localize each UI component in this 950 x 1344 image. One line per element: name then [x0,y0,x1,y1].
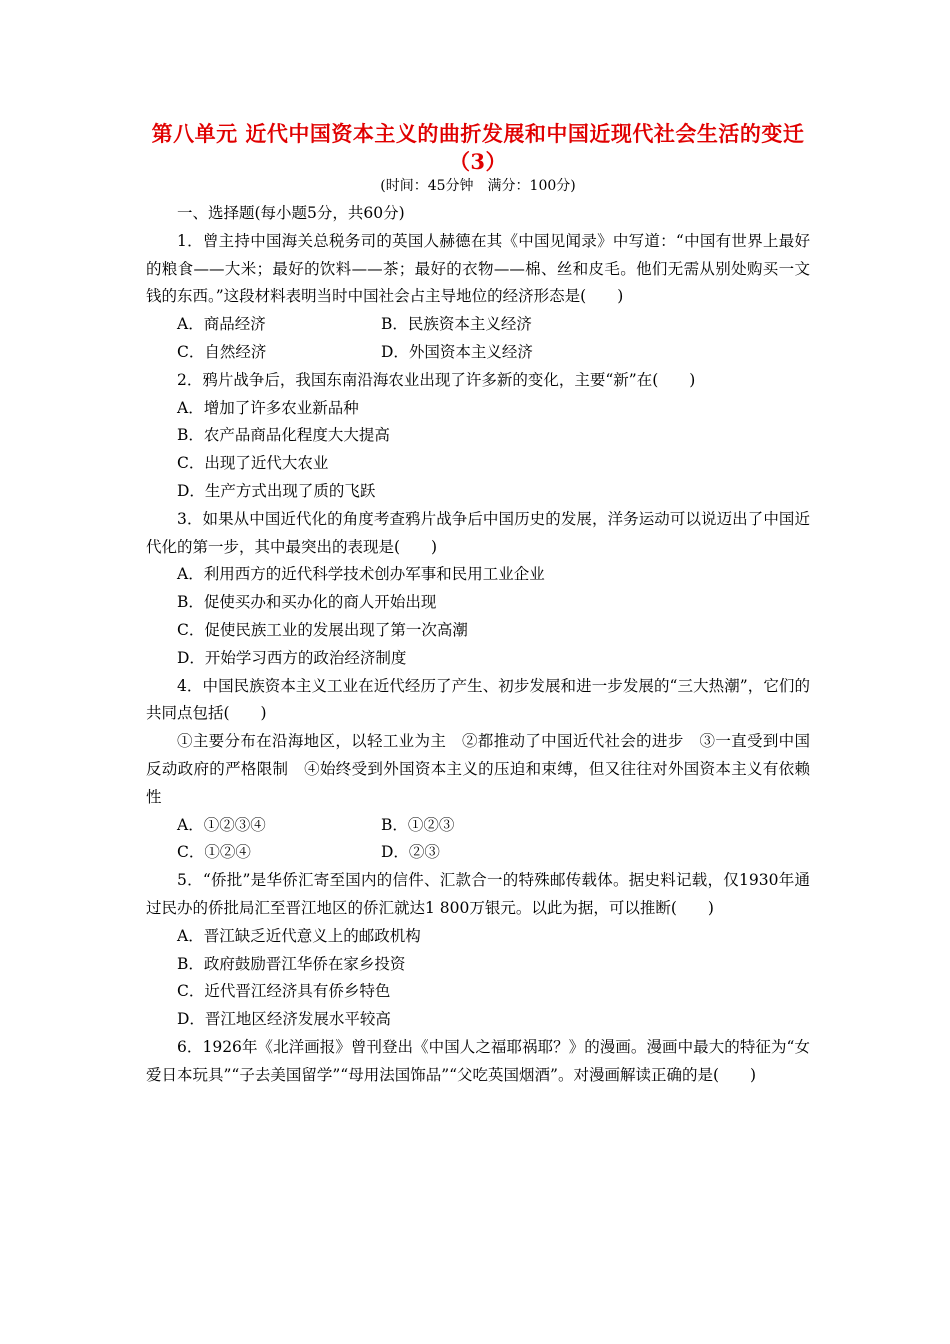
option-c[interactable]: C．自然经济 [177,342,267,361]
option-a[interactable]: A．增加了许多农业新品种 [177,398,359,417]
question-3 [146,506,810,673]
option-d[interactable]: D．晋江地区经济发展水平较高 [177,1010,391,1029]
option-d[interactable]: D．开始学习西方的政治经济制度 [177,648,407,667]
question-6 [146,1034,810,1090]
option-c[interactable]: C．近代晋江经济具有侨乡特色 [177,982,391,1001]
option-b[interactable]: B．政府鼓励晋江华侨在家乡投资 [177,954,406,973]
option-a[interactable]: A．①②③④ [177,815,266,834]
question-stem: 2．鸦片战争后，我国东南沿海农业出现了许多新的变化，主要“新”在( ) [177,370,696,389]
question-items: ①主要分布在沿海地区，以轻工业为主 ②都推动了中国近代社会的进步 ③一直受到中国反动政府的严格限制 ④始终受到外国资本主义的压迫和束缚，但又往往对外国资本主义有依赖性 [146,732,810,806]
question-stem: 4．中国民族资本主义工业在近代经历了产生、初步发展和进一步发展的“三大热潮”，它们的共同点包括( ) [146,676,810,723]
question-stem: 1．曾主持中国海关总税务司的英国人赫德在其《中国见闻录》中写道：“中国有世界上最好的粮食——大米；最好的饮料——茶；最好的衣物——棉、丝和皮毛。他们无需从别处购买一文钱的东西。”这段材料表明当时中国社会占主导地位的经济形态是( ) [146,231,810,306]
option-a[interactable]: A．晋江缺乏近代意义上的邮政机构 [177,926,421,945]
option-c[interactable]: C．①②④ [177,843,251,862]
question-1 [146,228,810,367]
option-b[interactable]: B．民族资本主义经济 [381,315,532,334]
section-heading: 一、选择题(每小题5分，共60分) [177,204,405,222]
option-c[interactable]: C．促使民族工业的发展出现了第一次高潮 [177,620,468,639]
option-a[interactable]: A．商品经济 [177,315,266,334]
option-b[interactable]: B．促使买办和买办化的商人开始出现 [177,593,437,612]
option-d[interactable]: D．生产方式出现了质的飞跃 [177,481,376,500]
option-d[interactable]: D．②③ [381,843,440,862]
option-b[interactable]: B．①②③ [381,815,455,834]
question-5 [146,867,810,1034]
option-b[interactable]: B．农产品商品化程度大大提高 [177,426,390,445]
question-stem: 6．1926年《北洋画报》曾刊登出《中国人之福耶祸耶？》的漫画。漫画中最大的特征为“女爱日本玩具”“子去美国留学”“母用法国饰品”“父吃英国烟酒”。对漫画解读正确的是( ) [146,1037,810,1084]
option-c[interactable]: C．出现了近代大农业 [177,454,329,473]
document-page [146,120,810,1090]
question-2 [146,367,810,506]
question-stem: 5．“侨批”是华侨汇寄至国内的信件、汇款合一的特殊邮传载体。据史料记载，仅1930年通过民办的侨批局汇至晋江地区的侨汇就达1 800万银元。以此为据，可以推断( ) [146,871,810,917]
exam-meta: (时间：45分钟 满分：100分) [380,178,576,194]
option-d[interactable]: D．外国资本主义经济 [381,342,533,361]
question-stem: 3．如果从中国近代化的角度考查鸦片战争后中国历史的发展，洋务运动可以说迈出了中国近代化的第一步，其中最突出的表现是( ) [146,509,810,556]
option-a[interactable]: A．利用西方的近代科学技术创办军事和民用工业企业 [177,565,545,584]
question-4 [146,673,810,868]
document-title: 第八单元 近代中国资本主义的曲折发展和中国近现代社会生活的变迁（3） [151,121,805,174]
